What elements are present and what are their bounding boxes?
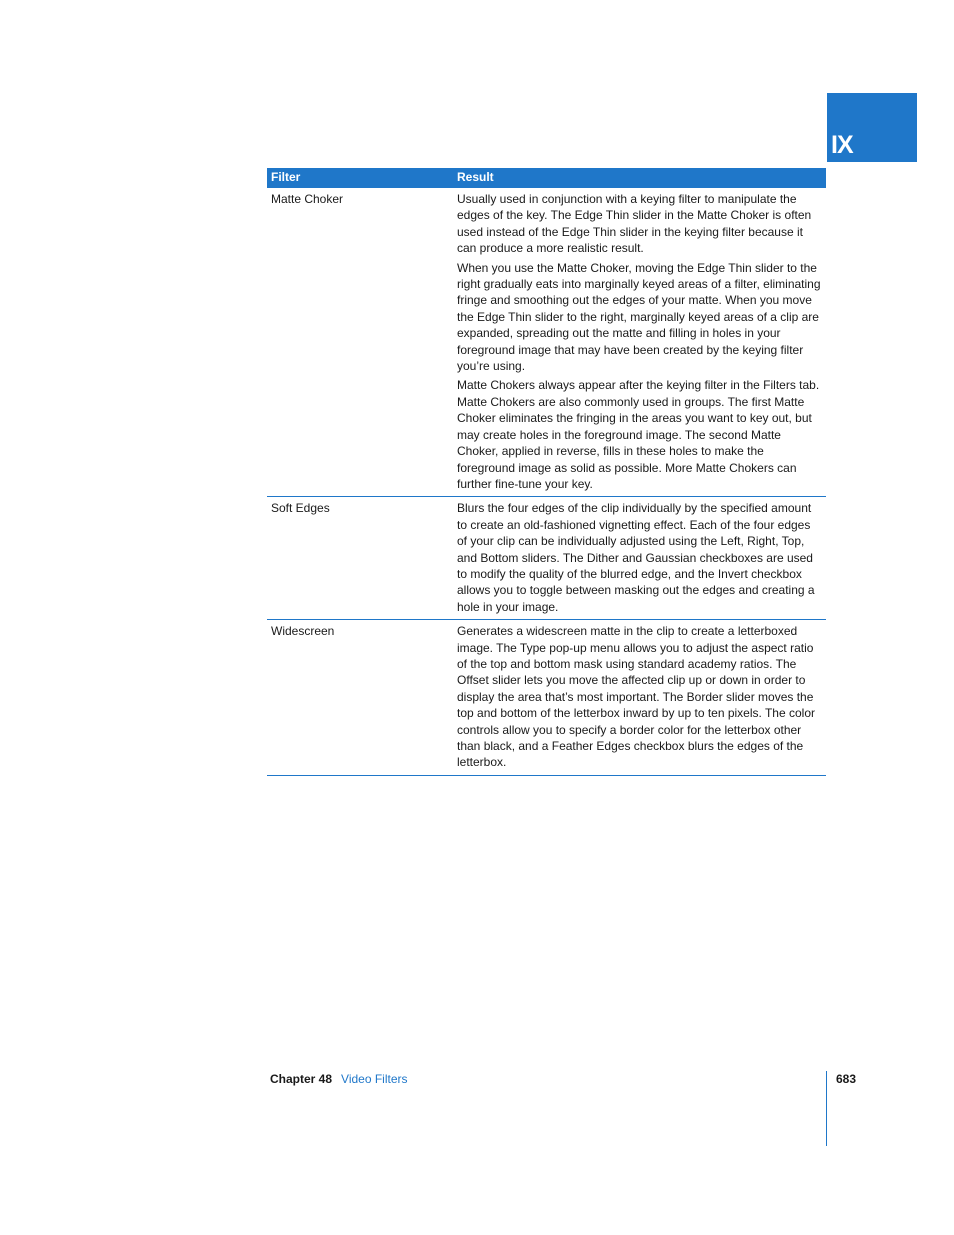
result-paragraph: When you use the Matte Choker, moving the Edge Thin slider to the right gradually eats into marginally keyed areas of a filter, eliminating fringe and smoothing out the edges of your matte. When you move the Edge Thin slider to the right, marginally keyed areas of a clip are expanded, spreading out the matte and filling in holes in your foreground image that may have been created by the keying filter you’re using. bbox=[457, 260, 821, 374]
filters-table bbox=[267, 168, 826, 776]
section-tab-label: IX bbox=[831, 131, 853, 159]
result-matte-choker bbox=[453, 188, 826, 497]
table-row bbox=[267, 620, 826, 776]
table-header-row bbox=[267, 168, 826, 188]
table-row bbox=[267, 497, 826, 620]
header-result: Result bbox=[453, 168, 826, 188]
filter-name-soft-edges: Soft Edges bbox=[267, 497, 453, 620]
footer-divider bbox=[826, 1071, 827, 1146]
section-tab bbox=[827, 93, 917, 162]
result-soft-edges bbox=[453, 497, 826, 620]
filter-name-widescreen: Widescreen bbox=[267, 620, 453, 776]
footer-chapter-title[interactable]: Video Filters bbox=[341, 1072, 408, 1086]
result-paragraph: Generates a widescreen matte in the clip to create a letterboxed image. The Type pop-up menu allows you to adjust the aspect ratio of the top and bottom mask using standard academy ratios. The Offset slider lets you move the affected clip up or down in order to display the area that’s most important. The Border slider moves the top and bottom of the letterbox inward by up to ten pixels. The color controls allow you to specify a border color for the letterbox other than black, and a Feather Edges checkbox blurs the edges of the letterbox. bbox=[457, 624, 815, 770]
table-row bbox=[267, 188, 826, 497]
page-footer bbox=[270, 1072, 408, 1086]
result-widescreen bbox=[453, 620, 826, 776]
result-paragraph: Matte Chokers always appear after the keying filter in the Filters tab. Matte Chokers are also commonly used in groups. The first Matte Choker eliminates the fringing in the areas you want to key out, but may create holes in the foreground image. The second Matte Choker, applied in reverse, fills in these holes to make the foreground image as solid as possible. More Matte Chokers can further fine-tune your key. bbox=[457, 378, 820, 491]
filter-name-matte-choker: Matte Choker bbox=[267, 188, 453, 497]
header-filter: Filter bbox=[267, 168, 453, 188]
page-number: 683 bbox=[836, 1072, 857, 1086]
result-paragraph: Blurs the four edges of the clip individually by the specified amount to create an old-fashioned vignetting effect. Each of the four edges of your clip can be individually adjusted using the Left, Right, Top, and Bottom sliders. The Dither and Gaussian checkboxes are used to modify the quality of the blurred edge, and the Invert checkbox allows you to toggle between masking out the edges and creating a hole in your image. bbox=[457, 501, 815, 614]
footer-chapter: Chapter 48 bbox=[270, 1072, 333, 1086]
result-paragraph: Usually used in conjunction with a keying filter to manipulate the edges of the key. The Edge Thin slider in the Matte Choker is often used instead of the Edge Thin slider in the keying filter because it can produce a more realistic result. bbox=[457, 192, 812, 256]
